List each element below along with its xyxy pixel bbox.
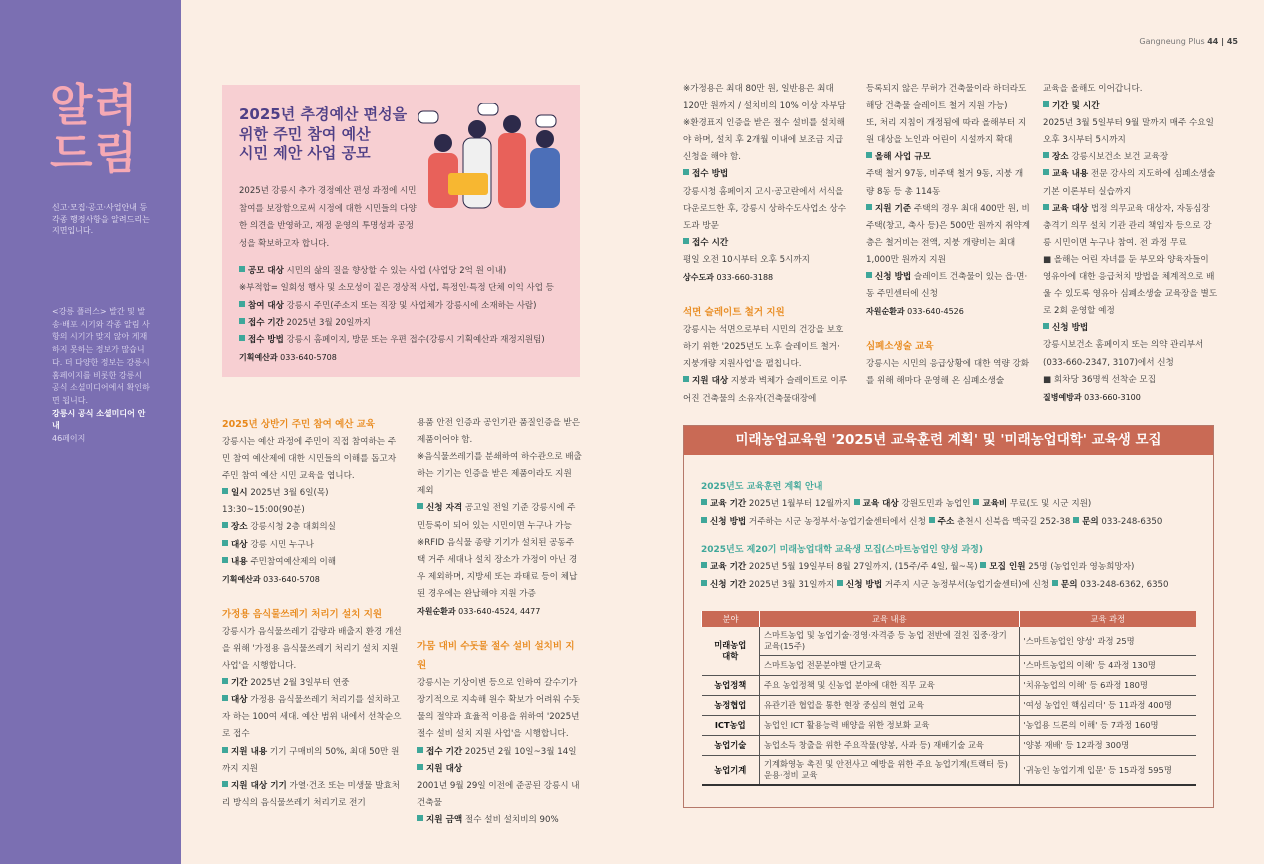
table-row (702, 696, 1197, 716)
article-body: ※가정용은 최대 80만 원, 일반용은 최대 120만 원까지 / 설치비의 10% 이상 자부담 (683, 84, 846, 112)
contact-info: 질병예방과 033-660-3100 (1043, 392, 1141, 402)
article-body: 강릉시는 예산 과정에 주민이 직접 참여하는 주민 참여 예산제에 대한 시민들의 이해를 돕고자 주민 참여 예산 시민 교육을 엽니다. (222, 437, 397, 482)
article-body: 등록되지 않은 무허가 건축물이라 하더라도 해당 건축물 슬레이트 철거 지원 가능) (866, 84, 1027, 112)
article-body: 용품 안전 인증과 공인기관 품질인증을 받은 제품이어야 함. (417, 418, 581, 446)
article-item: 대상 가정용 음식물쓰레기 처리기를 설치하고자 하는 100여 세대. 예산 범위 내에서 선착순으로 접수 (222, 695, 402, 740)
article-item: 일시 2025년 3월 6일(목) 13:30~15:00(90분) (222, 488, 329, 516)
agri-info-line: 신청 기간 2025년 3월 31일까지 신청 방법 거주지 시군 농정부서(농업기술센터)에 신청 문의 033-248-6362, 6350 (701, 577, 1196, 595)
article-heading: 가뭄 대비 수돗물 절수 설비 설치비 지원 (417, 641, 575, 672)
table-cell-content: 농업인 ICT 활용능력 배양을 위한 정보화 교육 (760, 716, 1020, 736)
article-item: 기간 및 시간 (1043, 98, 1218, 115)
budget-item: 접수 방법 강릉시 홈페이지, 방문 또는 우편 접수(강릉시 기획예산과 재정지원팀) (239, 332, 574, 349)
article-item: 지원 내용 기기 구매비의 50%, 최대 50만 원까지 지원 (222, 746, 400, 774)
article-body: 강릉시는 기상이변 등으로 인하여 갈수기가 장기적으로 지속해 원수 확보가 어려워 수돗물의 절약과 효율적 이용을 위하여 '2025년 절수 설비 설치 지원 사업'을 시행합니다. (417, 678, 581, 740)
article-body: 주택 철거 97동, 비주택 철거 9동, 지붕 개량 8동 등 총 114동 (866, 169, 1024, 197)
article-body: 강릉시는 석면으로부터 시민의 건강을 보호하기 위한 '2025년도 노후 슬레이트 철거·지붕개량 지원사업'을 펼칩니다. (683, 325, 844, 370)
table-cell-category: 미래농업 대학 (702, 627, 760, 676)
section-description: 신고·모집·공고·사업안내 등 각종 행정사항을 알려드리는 지면입니다. (52, 203, 150, 235)
article-item: 신청 자격 공고일 전일 기준 강릉시에 주민등록이 되어 있는 시민이면 누구나 가능 (417, 503, 576, 531)
contact-info: 기획예산과 033-640-5708 (239, 353, 337, 363)
article-body: ■ 올해는 어린 자녀를 둔 부모와 양육자들이 영유아에 대한 응급처치 방법을 체계적으로 배울 수 있도록 영유아 심폐소생술 교육장을 별도로 2회 운영할 예정 (1043, 254, 1218, 317)
table-cell-content: 유관기관 협업을 통한 현장 중심의 현업 교육 (760, 696, 1020, 716)
side-note-text: <강릉 플러스> 발간 및 발송·배포 시기와 각종 알림 사항의 시기가 맞지 않아 게재하지 못하는 정보가 많습니다. 더 다양한 정보는 강릉시 홈페이지를 비롯한 강릉시 공식 소셜미디어에서 확인하면 됩니다. (52, 307, 150, 405)
section-title: 알려 드림 (50, 80, 140, 179)
side-note-bold: 강릉시 공식 소셜미디어 안내 (52, 408, 146, 431)
article-item: 지원 대상 기기 가열·건조 또는 미생물 발효처리 방식의 음식물쓰레기 처리기로 전기 (222, 780, 401, 808)
article-item: 대상 강릉 시민 누구나 (222, 537, 402, 554)
article-column-1 (222, 415, 402, 812)
table-row (702, 756, 1197, 786)
table-row (702, 656, 1197, 676)
table-row (702, 627, 1197, 656)
contact-info: 자원순환과 033-640-4524, 4477 (417, 607, 541, 617)
table-cell-course: '여성 농업인 핵심리더' 등 11과정 400명 (1019, 696, 1196, 716)
article-body: 교육을 올해도 이어갑니다. (1043, 84, 1143, 94)
budget-box-title: 2025년 추경예산 편성을 위한 주민 참여 예산 시민 제안 사업 공모 (239, 105, 408, 162)
article-item: 장소 강릉시보건소 보건 교육장 (1043, 149, 1218, 166)
page-numbers: 44 | 45 (1207, 37, 1238, 46)
people-discussion-illustration (418, 103, 568, 213)
table-cell-category: 농업기계 (702, 756, 760, 786)
table-cell-course: '스마트농업의 이해' 등 4과정 130명 (1019, 656, 1196, 676)
brand-name: Gangneung Plus (1139, 37, 1205, 46)
table-cell-course: '귀농인 농업기계 입문' 등 15과정 595명 (1019, 756, 1196, 786)
side-note (52, 306, 152, 446)
table-header-row (702, 611, 1197, 627)
agri-info-line: 교육 기간 2025년 5월 19일부터 8월 27일까지, (15주/주 4일, 월~목) 모집 인원 25명 (농업인과 영농희망자) (701, 559, 1196, 577)
article-body: ※음식물쓰레기를 분쇄하여 하수관으로 배출하는 기기는 인증을 받은 제품이라도 지원 제외 (417, 452, 582, 497)
education-table (701, 611, 1196, 786)
article-item: 내용 주민참여예산제의 이해 (222, 554, 402, 571)
article-body: ※RFID 음식물 종량 기기가 설치된 공동주택 거주 세대나 설치 장소가 가정이 아닌 경우 제외하며, 지방세 또는 과태료 등이 체납된 경우에는 완납해야 지원 가증 (417, 537, 578, 599)
article-heading: 가정용 음식물쓰레기 처리기 설치 지원 (222, 608, 383, 620)
article-body: 2001년 9월 29일 이전에 준공된 강릉시 내 건축물 (417, 780, 580, 808)
article-body: 강릉시가 음식물쓰레기 감량과 배출지 환경 개선을 위해 '가정용 음식물쓰레기 처리기 설치 지원사업'을 시행합니다. (222, 626, 402, 672)
article-item: 지원 금액 절수 설비 설치비의 90% (417, 812, 582, 829)
article-heading: 심폐소생술 교육 (866, 341, 934, 353)
table-cell-category: 농정협업 (702, 696, 760, 716)
article-body: ■ 회차당 36명씩 선착순 모집 (1043, 374, 1156, 385)
contact-info: 상수도과 033-660-3188 (683, 273, 774, 283)
table-cell-course: '양봉 재배' 등 12과정 300명 (1019, 736, 1196, 756)
article-body: 강릉시는 시민의 응급상황에 대한 역량 강화를 위해 해마다 운영해 온 심폐소생술 (866, 359, 1030, 387)
article-column-3 (683, 81, 848, 408)
sidebar-panel (0, 0, 181, 864)
agri-subheading: 2025년도 제20기 미래농업대학 교육생 모집(스마트농업인 양성 과정) (701, 545, 983, 555)
article-body: 강릉시청 홈페이지 고시·공고란에서 서식을 다운로드한 후, 강릉시 상하수도사업소 상수도과 방문 (683, 186, 847, 231)
article-heading: 석면 슬레이트 철거 지원 (683, 307, 785, 319)
budget-item: 참여 대상 강릉시 주민(주소지 또는 직장 및 사업체가 강릉시에 소재하는 사람) (239, 298, 574, 315)
table-cell-category: ICT농업 (702, 716, 760, 736)
article-column-4 (866, 81, 1031, 391)
budget-box-items (239, 263, 574, 367)
table-cell-course: '농업용 드론의 이해' 등 7과정 160명 (1019, 716, 1196, 736)
article-body: 또, 처리 지침이 개정됨에 따라 올해부터 지원 대상을 노인과 어린이 시설까지 확대 (866, 118, 1027, 146)
agriculture-education-box (683, 425, 1214, 808)
article-item: 기간 2025년 2월 3일부터 연중 (222, 675, 402, 692)
table-row (702, 676, 1197, 696)
article-body: 강릉시보건소 홈페이지 또는 의약 관리부서(033-660-2347, 3107)에서 신청 (1043, 340, 1204, 368)
budget-item: ※부적합= 일회성 행사 및 소모성이 짙은 경상적 사업, 특정인·특정 단체 이익 사업 등 (239, 283, 554, 294)
table-row (702, 736, 1197, 756)
article-item: 접수 시간 (683, 235, 848, 252)
article-item: 신청 방법 슬레이트 건축물이 있는 읍·면·동 주민센터에 신청 (866, 272, 1028, 300)
article-item: 장소 강릉시청 2층 대회의실 (222, 519, 402, 536)
agri-info-line: 교육 기간 2025년 1월부터 12월까지 교육 대상 강원도민과 농업인 교육비 무료(도 및 시군 지원) (701, 496, 1196, 514)
article-item: 접수 기간 2025년 2월 10일~3월 14일 (417, 744, 582, 761)
article-body: 2025년 3월 5일부터 9월 말까지 매주 수요일 오후 3시부터 5시까지 (1043, 118, 1214, 146)
budget-item: 공모 대상 시민의 삶의 질을 향상할 수 있는 사업 (사업당 2억 원 이내) (239, 263, 574, 280)
contact-info: 기획예산과 033-640-5708 (222, 574, 320, 584)
budget-proposal-box (222, 85, 580, 377)
agri-info-line: 신청 방법 거주하는 시군 농정부서·농업기술센터에서 신청 주소 춘천시 신북읍 맥국길 252-38 문의 033-248-6350 (701, 514, 1196, 532)
table-row (702, 716, 1197, 736)
article-body: ※환경표지 인증을 받은 절수 설비를 설치해야 하며, 설치 후 2개월 이내에 보조금 지급 신청을 해야 함. (683, 118, 845, 163)
article-item: 교육 대상 법정 의무교육 대상자, 자동심장충격기 의무 설치 기관 관리 책임자 등으로 강릉 시민이면 누구나 참여. 전 과정 무료 (1043, 203, 1212, 248)
agriculture-box-title: 미래농업교육원 '2025년 교육훈련 계획' 및 '미래농업대학' 교육생 모집 (684, 426, 1213, 455)
table-cell-content: 주요 농업정책 및 신농업 분야에 대한 직무 교육 (760, 676, 1020, 696)
article-item: 교육 내용 전문 강사의 지도하에 심폐소생술 기본 이론부터 실습까지 (1043, 169, 1216, 197)
article-item: 접수 방법 (683, 166, 848, 183)
agriculture-info (701, 478, 1196, 594)
table-cell-content: 기계화영농 촉진 및 안전사고 예방을 위한 주요 농업기계(트랙터 등) 운용·정비 교육 (760, 756, 1020, 786)
article-column-2 (417, 415, 582, 829)
agri-subheading: 2025년도 교육훈련 계획 안내 (701, 482, 823, 492)
article-item: 지원 대상 (417, 761, 582, 778)
table-header: 교육 과정 (1019, 611, 1196, 627)
table-cell-category: 농업정책 (702, 676, 760, 696)
article-item: 지원 기준 주택의 경우 최대 400만 원, 비주택(창고, 축사 등)은 500만 원까지 취약계층은 철거비는 전액, 지붕 개량비는 최대 1,000만 원까지 지원 (866, 203, 1031, 265)
table-cell-content: 스마트농업 전문분야별 단기교육 (760, 656, 1020, 676)
article-body: 평일 오전 10시부터 오후 5시까지 (683, 254, 810, 265)
article-item: 지원 대상 지붕과 벽체가 슬레이트로 이루어진 건축물의 소유자(건축물대장에 (683, 376, 848, 404)
budget-box-intro: 2025년 강릉시 추가 경정예산 편성 과정에 시민 참여를 보장함으로써 시정에 대한 시민들의 다양한 의견을 반영하고, 재정 운영의 투명성과 공정성을 확보하고자 합니다. (239, 186, 417, 249)
contact-info: 자원순환과 033-640-4526 (866, 307, 964, 317)
article-heading: 2025년 상반기 주민 참여 예산 교육 (222, 419, 376, 430)
table-header: 분야 (702, 611, 760, 627)
article-column-5 (1043, 81, 1218, 406)
table-cell-content: 농업소득 창출을 위한 주요작물(양봉, 사과 등) 재배기술 교육 (760, 736, 1020, 756)
side-note-page: 46페이지 (52, 434, 86, 444)
table-cell-course: '스마트농업인 양성' 과정 25명 (1019, 627, 1196, 656)
article-item: 신청 방법 (1043, 320, 1218, 337)
article-item: 올해 사업 규모 (866, 149, 1031, 166)
table-cell-content: 스마트농업 및 농업기술·경영·자격증 등 농업 전반에 걸친 집중·장기교육(15주) (760, 627, 1020, 656)
table-cell-category: 농업기술 (702, 736, 760, 756)
table-header: 교육 내용 (760, 611, 1020, 627)
table-cell-course: '치유농업의 이해' 등 6과정 180명 (1019, 676, 1196, 696)
page-header (1139, 37, 1238, 46)
budget-item: 접수 기간 2025년 3월 20일까지 (239, 315, 574, 332)
